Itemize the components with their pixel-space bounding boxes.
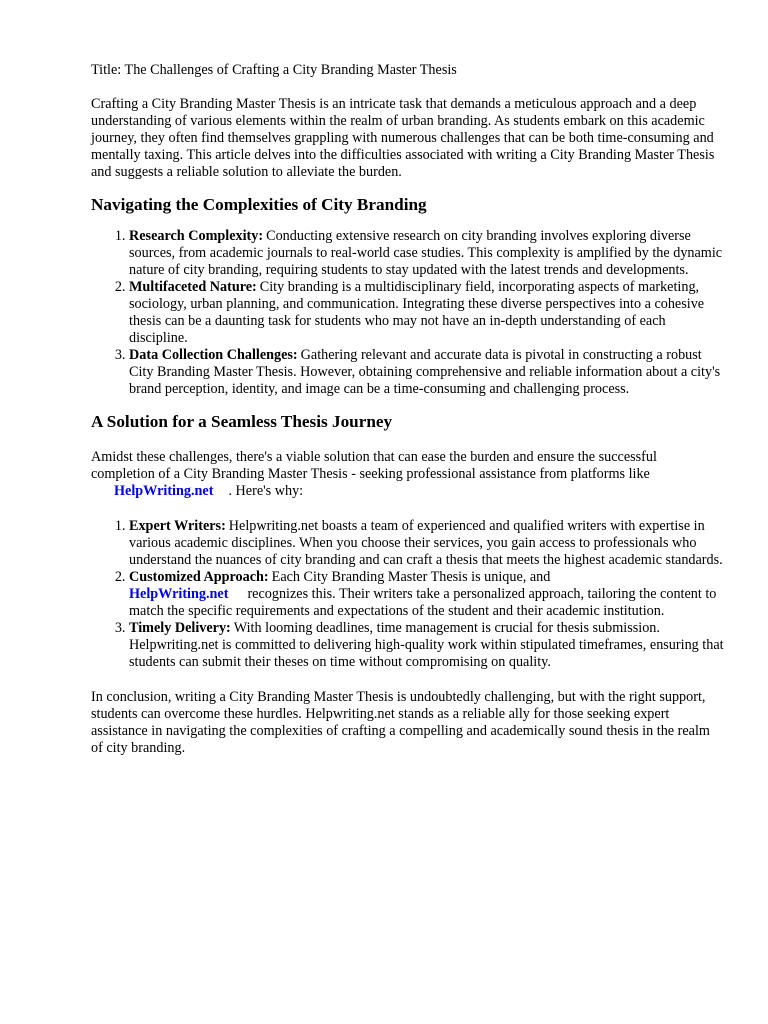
list-item — [129, 228, 724, 279]
helpwriting-link-inline[interactable]: HelpWriting.net — [129, 586, 229, 602]
solution-text-before: Amidst these challenges, there's a viable solution that can ease the burden and ensure the successful completion of a City Branding Master Thesis - seeking professional assistance from platforms like — [91, 449, 657, 482]
complexities-list — [91, 228, 724, 398]
list-item — [129, 620, 724, 671]
solution-paragraph — [91, 449, 724, 500]
list-item-term: Research Complexity: — [129, 228, 264, 244]
list-item-term: Timely Delivery: — [129, 620, 231, 636]
list-item-text: City branding is a multidisciplinary field, incorporating aspects of marketing, sociology, urban planning, and communication. Integrating these diverse perspectives into a cohesive thesis can be a daunting task for students who may not have an in-depth understanding of each discipline. — [129, 279, 705, 346]
list-item — [129, 569, 724, 620]
list-item-term: Customized Approach: — [129, 569, 269, 585]
list-item-text: Conducting extensive research on city branding involves exploring diverse sources, from academic journals to real-world case studies. This complexity is amplified by the dynamic nature of city branding, requiring students to stay updated with the latest trends and developments. — [129, 228, 723, 278]
section-heading-solution: A Solution for a Seamless Thesis Journey — [91, 412, 393, 431]
link-line — [91, 483, 724, 500]
list-item — [129, 279, 724, 347]
list-item-text: With looming deadlines, time management is crucial for thesis submission. Helpwriting.net is committed to delivering high-quality work within stipulated timeframes, ensuring that students can submit their theses on time without compromising on quality. — [129, 620, 724, 670]
conclusion-paragraph: In conclusion, writing a City Branding Master Thesis is undoubtedly challenging, but with the right support, students can overcome these hurdles. Helpwriting.net stands as a reliable ally for those seeking expert assistance in navigating the complexities of crafting a compelling and academically sound thesis in the realm of city branding. — [91, 689, 710, 756]
section-heading-complexities: Navigating the Complexities of City Branding — [91, 195, 427, 214]
helpwriting-link[interactable]: HelpWriting.net — [114, 483, 214, 499]
title-line: Title: The Challenges of Crafting a City Branding Master Thesis — [91, 62, 457, 78]
list-item-term: Data Collection Challenges: — [129, 347, 298, 363]
intro-paragraph: Crafting a City Branding Master Thesis is an intricate task that demands a meticulous approach and a deep understanding of various elements within the realm of urban branding. As students embark on this academic journey, they often find themselves grappling with numerous challenges that can be both time-consuming and mentally taxing. This article delves into the difficulties associated with writing a City Branding Master Thesis and suggests a reliable solution to alleviate the burden. — [91, 96, 715, 180]
list-item-term: Multifaceted Nature: — [129, 279, 257, 295]
list-item-text: Gathering relevant and accurate data is pivotal in constructing a robust City Branding Master Thesis. However, obtaining comprehensive and reliable information about a city's brand perception, identity, and image can be a time-consuming and challenging process. — [129, 347, 721, 397]
list-item-text: Helpwriting.net boasts a team of experienced and qualified writers with expertise in various academic disciplines. When you choose their services, you gain access to professionals who understand the nuances of city branding and can craft a thesis that meets the highest academic standards. — [129, 518, 723, 568]
solution-list — [91, 518, 724, 671]
list-item — [129, 518, 724, 569]
list-item-term: Expert Writers: — [129, 518, 226, 534]
list-item — [129, 347, 724, 398]
list-item-text-after: recognizes this. Their writers take a personalized approach, tailoring the content to match the specific requirements and expectations of the student and their academic institution. — [129, 586, 717, 619]
list-item-text-before: Each City Branding Master Thesis is unique, and — [271, 569, 551, 585]
solution-text-after: . Here's why: — [228, 483, 304, 499]
